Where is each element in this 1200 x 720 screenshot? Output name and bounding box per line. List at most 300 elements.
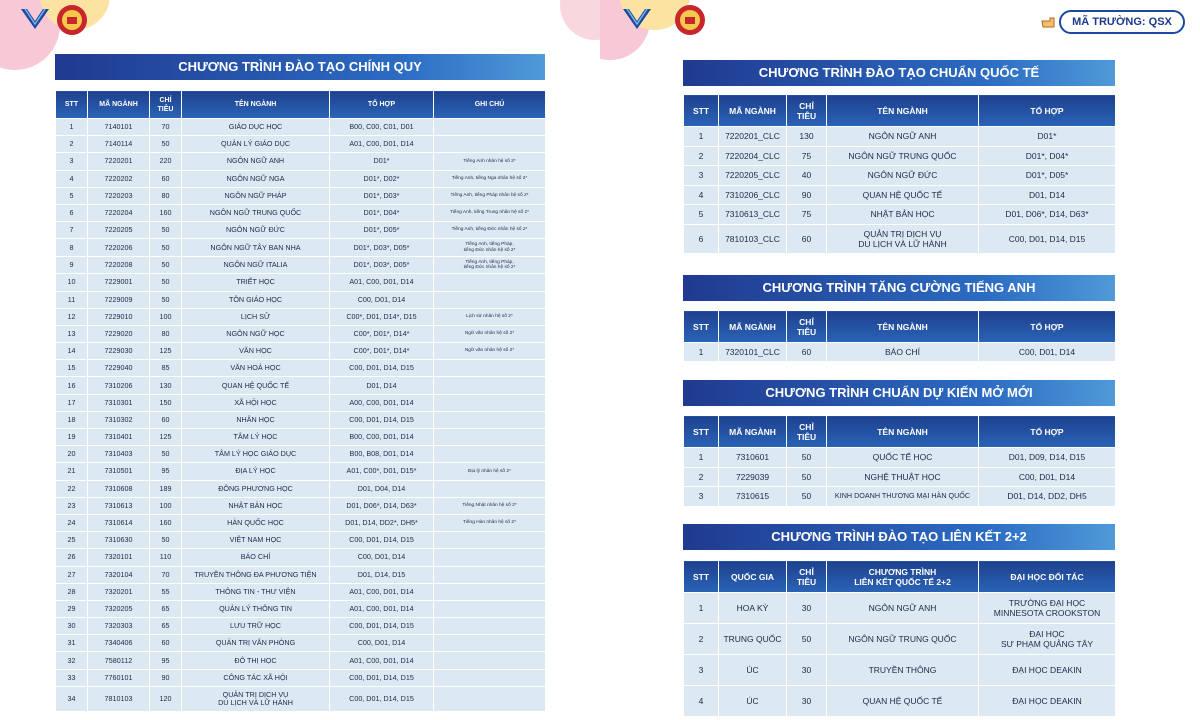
table-row	[56, 360, 546, 377]
table-cell: 18	[56, 411, 88, 428]
table-cell: NGÔN NGỮ ANH	[827, 593, 979, 624]
table-row	[56, 256, 546, 274]
table-cell: ÚC	[719, 655, 787, 686]
column-header: STT	[684, 561, 719, 593]
table-row	[56, 446, 546, 463]
table-row	[56, 532, 546, 549]
table-cell: 30	[56, 618, 88, 635]
table-cell: 7310302	[88, 411, 150, 428]
table-cell: QUỐC TẾ HỌC	[827, 448, 979, 468]
table-cell: 1	[56, 119, 88, 136]
table-cell: 30	[787, 686, 827, 717]
table-cell	[434, 652, 546, 669]
table-cell: C00*, D01*, D14*	[330, 343, 434, 360]
table-cell: 7320101	[88, 549, 150, 566]
table-cell: C00, D01, D14	[330, 291, 434, 308]
table-cell: Tiếng Anh, tiếng Đức nhân hệ số 2*	[434, 222, 546, 239]
table-cell: D01, D14	[330, 377, 434, 394]
table-row	[56, 136, 546, 153]
table-cell: 110	[150, 549, 182, 566]
national-university-seal	[674, 4, 706, 36]
table-cell: NGHỆ THUẬT HỌC	[827, 467, 979, 487]
table-cell: Tiếng Anh, tiếng Pháp, tiếng Đức nhân hệ số 2*	[434, 256, 546, 274]
table-row	[56, 394, 546, 411]
table-row	[56, 463, 546, 480]
table-cell: NGÔN NGỮ ANH	[182, 153, 330, 170]
table-cell: Tiếng Nhật nhân hệ số 2*	[434, 497, 546, 514]
table-cell: LƯU TRỮ HỌC	[182, 618, 330, 635]
table-cell: NGÔN NGỮ TRUNG QUỐC	[827, 146, 979, 166]
table-cell: 60	[787, 224, 827, 253]
table-cell: 50	[787, 448, 827, 468]
table-cell: 50	[787, 467, 827, 487]
table-cell: 11	[56, 291, 88, 308]
table-cell: 60	[150, 170, 182, 187]
table-cell: 40	[787, 166, 827, 186]
table-cell: ĐÔNG PHƯƠNG HỌC	[182, 480, 330, 497]
table-cell: C00, D01, D14, D15	[330, 411, 434, 428]
table-row	[684, 686, 1116, 717]
table-cell: QUẢN LÝ GIÁO DỤC	[182, 136, 330, 153]
table-cell: 7229009	[88, 291, 150, 308]
table-cell: 7229010	[88, 308, 150, 325]
table-cell: 125	[150, 429, 182, 446]
table-row	[684, 487, 1116, 507]
table-cell: D01*, D03*, D05*	[330, 239, 434, 257]
table-cell: 50	[787, 624, 827, 655]
table-cell: C00, D01, D14, D15	[330, 669, 434, 686]
table-cell: 7310615	[719, 487, 787, 507]
table-cell: NGÔN NGỮ ĐỨC	[827, 166, 979, 186]
school-code-badge: MÃ TRƯỜNG: QSX	[1059, 10, 1185, 34]
column-header: MÃ NGÀNH	[88, 91, 150, 119]
table-cell: 7229030	[88, 343, 150, 360]
table-cell: 90	[150, 669, 182, 686]
table-cell: VĂN HOÁ HỌC	[182, 360, 330, 377]
table-cell: BÁO CHÍ	[827, 343, 979, 362]
column-header: STT	[684, 311, 719, 343]
regular-program-table	[55, 90, 546, 712]
international-program-table	[683, 94, 1116, 254]
table-cell: QUẢN TRỊ DỊCH VỤ DU LỊCH VÀ LỮ HÀNH	[827, 224, 979, 253]
table-cell: 3	[684, 166, 719, 186]
table-cell: 120	[150, 686, 182, 711]
column-header: TỔ HỢP	[979, 311, 1116, 343]
table-cell: 50	[150, 532, 182, 549]
table-cell	[434, 136, 546, 153]
table-cell: 7310614	[88, 514, 150, 531]
table-cell: 1	[684, 343, 719, 362]
table-row	[56, 170, 546, 187]
table-cell: 3	[684, 655, 719, 686]
table-cell: 130	[150, 377, 182, 394]
table-cell: C00, D01, D14	[330, 635, 434, 652]
table-cell: C00, D01, D14, D15	[330, 618, 434, 635]
table-cell: NHÂN HỌC	[182, 411, 330, 428]
table-cell: B00, C00, C01, D01	[330, 119, 434, 136]
table-cell: 7220202	[88, 170, 150, 187]
table-row	[56, 549, 546, 566]
table-cell: HÀN QUỐC HỌC	[182, 514, 330, 531]
table-row	[56, 119, 546, 136]
table-cell: D01*, D05*	[979, 166, 1116, 186]
table-cell: 7140114	[88, 136, 150, 153]
table-cell: 4	[684, 185, 719, 205]
table-cell: 50	[150, 136, 182, 153]
table-cell: 30	[787, 593, 827, 624]
table-cell: 31	[56, 635, 88, 652]
column-header: MÃ NGÀNH	[719, 95, 787, 127]
joint-program-table	[683, 560, 1116, 717]
column-header: TỔ HỢP	[979, 95, 1116, 127]
table-cell: 50	[150, 239, 182, 257]
table-cell: 2	[684, 146, 719, 166]
column-header: STT	[56, 91, 88, 119]
table-cell	[434, 394, 546, 411]
table-row	[56, 618, 546, 635]
table-cell: 7760101	[88, 669, 150, 686]
table-cell: 7229040	[88, 360, 150, 377]
table-row	[56, 600, 546, 617]
table-cell: A01, C00, D01, D14	[330, 136, 434, 153]
table-cell: 7220201	[88, 153, 150, 170]
table-cell: 7229001	[88, 274, 150, 291]
table-row	[56, 274, 546, 291]
table-cell: D01*, D04*	[330, 204, 434, 221]
table-cell	[434, 291, 546, 308]
table-cell	[434, 274, 546, 291]
table-cell: 50	[150, 274, 182, 291]
table-cell: 21	[56, 463, 88, 480]
table-cell: NGÔN NGỮ ĐỨC	[182, 222, 330, 239]
column-header: ĐẠI HỌC ĐỐI TÁC	[979, 561, 1116, 593]
table-cell: D01*	[979, 127, 1116, 147]
table-cell: 7310401	[88, 429, 150, 446]
table-cell: C00, D01, D14	[979, 343, 1116, 362]
table-cell	[434, 583, 546, 600]
pointing-hand-icon	[1040, 12, 1056, 30]
table-row	[684, 205, 1116, 225]
table-row	[56, 153, 546, 170]
table-row	[684, 146, 1116, 166]
table-cell: 10	[56, 274, 88, 291]
table-cell: 4	[684, 686, 719, 717]
table-cell: 29	[56, 600, 88, 617]
table-cell: 70	[150, 119, 182, 136]
table-cell: TÂM LÝ HỌC	[182, 429, 330, 446]
table-cell: B00, C00, D01, D14	[330, 429, 434, 446]
table-cell: ĐÔ THỊ HỌC	[182, 652, 330, 669]
table-cell: 7220208	[88, 256, 150, 274]
column-header: TỔ HỢP	[330, 91, 434, 119]
table-cell: NGÔN NGỮ TRUNG QUỐC	[827, 624, 979, 655]
table-row	[684, 624, 1116, 655]
table-cell: D01*, D03*	[330, 187, 434, 204]
table-cell: NGÔN NGỮ HỌC	[182, 325, 330, 342]
table-cell: 7320201	[88, 583, 150, 600]
table-cell: 7310206_CLC	[719, 185, 787, 205]
column-header: TÊN NGÀNH	[827, 311, 979, 343]
table-cell: A01, C00, D01, D14	[330, 274, 434, 291]
table-cell	[434, 480, 546, 497]
table-cell: 7220204	[88, 204, 150, 221]
table-cell: 90	[787, 185, 827, 205]
table-cell: TRƯỜNG ĐẠI HỌC MINNESOTA CROOKSTON	[979, 593, 1116, 624]
table-cell: KINH DOANH THƯƠNG MẠI HÀN QUỐC	[827, 487, 979, 507]
table-cell: A01, C00*, D01, D15*	[330, 463, 434, 480]
english-program-table	[683, 310, 1116, 362]
table-cell: 85	[150, 360, 182, 377]
table-cell: C00, D01, D14, D15	[330, 360, 434, 377]
table-cell: Tiếng Hàn nhân hệ số 2*	[434, 514, 546, 531]
table-cell: BÁO CHÍ	[182, 549, 330, 566]
table-cell: NHẬT BẢN HỌC	[182, 497, 330, 514]
table-cell	[434, 411, 546, 428]
table-cell: 12	[56, 308, 88, 325]
table-cell: 9	[56, 256, 88, 274]
table-cell: ĐẠI HỌC DEAKIN	[979, 655, 1116, 686]
table-row	[56, 377, 546, 394]
table-row	[56, 411, 546, 428]
table-row	[56, 239, 546, 257]
table-cell: 7320104	[88, 566, 150, 583]
table-cell: CÔNG TÁC XÃ HỘI	[182, 669, 330, 686]
table-row	[56, 291, 546, 308]
table-row	[684, 224, 1116, 253]
table-cell: 95	[150, 652, 182, 669]
table-cell: TRUYỀN THÔNG ĐA PHƯƠNG TIỆN	[182, 566, 330, 583]
table-cell: 17	[56, 394, 88, 411]
table-cell: Tiếng Anh, tiếng Pháp nhân hệ số 2*	[434, 187, 546, 204]
table-cell: 100	[150, 497, 182, 514]
table-cell: QUAN HỆ QUỐC TẾ	[827, 185, 979, 205]
table-cell: A01, C00, D01, D14	[330, 600, 434, 617]
column-header: CHỈ TIÊU	[787, 416, 827, 448]
column-header: STT	[684, 95, 719, 127]
table-cell: D01*, D02*	[330, 170, 434, 187]
table-cell: NHẬT BẢN HỌC	[827, 205, 979, 225]
new-program-table	[683, 415, 1116, 507]
table-row	[684, 185, 1116, 205]
table-row	[56, 480, 546, 497]
table-cell: C00, D01, D14	[979, 467, 1116, 487]
table-cell: 65	[150, 618, 182, 635]
table-cell: THÔNG TIN - THƯ VIỆN	[182, 583, 330, 600]
table-cell: Tiếng Anh, tiếng Trung nhân hệ số 2*	[434, 204, 546, 221]
table-cell: D01, D09, D14, D15	[979, 448, 1116, 468]
table-cell: Tiếng Anh, tiếng Pháp, tiếng Đức nhân hệ số 2*	[434, 239, 546, 257]
table-cell: NGÔN NGỮ ITALIA	[182, 256, 330, 274]
table-cell: D01, D06*, D14, D63*	[330, 497, 434, 514]
table-cell	[434, 429, 546, 446]
table-cell: ĐẠI HỌC DEAKIN	[979, 686, 1116, 717]
table-cell: D01*, D04*	[979, 146, 1116, 166]
table-cell: 50	[150, 291, 182, 308]
table-cell: 26	[56, 549, 88, 566]
decor-pink-blob-right	[560, 0, 600, 40]
table-row	[56, 222, 546, 239]
table-cell: 160	[150, 514, 182, 531]
table-cell: 30	[787, 655, 827, 686]
table-cell: TRUNG QUỐC	[719, 624, 787, 655]
table-cell: 7220205_CLC	[719, 166, 787, 186]
table-cell: 4	[56, 170, 88, 187]
table-cell: 7220205	[88, 222, 150, 239]
table-cell: XÃ HỘI HỌC	[182, 394, 330, 411]
table-cell: D01*	[330, 153, 434, 170]
column-header: CHỈ TIÊU	[150, 91, 182, 119]
table-cell	[434, 377, 546, 394]
table-cell: 65	[150, 600, 182, 617]
table-cell: 60	[150, 635, 182, 652]
column-header: CHỈ TIÊU	[787, 311, 827, 343]
table-cell: QUAN HỆ QUỐC TẾ	[827, 686, 979, 717]
table-cell: 23	[56, 497, 88, 514]
table-row	[56, 686, 546, 711]
table-cell: 3	[684, 487, 719, 507]
table-cell: 70	[150, 566, 182, 583]
table-cell: C00, D01, D14	[330, 549, 434, 566]
table-cell: A00, C00, D01, D14	[330, 394, 434, 411]
table-cell: A01, C00, D01, D14	[330, 652, 434, 669]
table-cell: 6	[56, 204, 88, 221]
table-cell: 34	[56, 686, 88, 711]
table-row	[684, 343, 1116, 362]
table-cell	[434, 549, 546, 566]
table-cell: 50	[150, 256, 182, 274]
right-page	[600, 0, 1200, 720]
new-program-title: CHƯƠNG TRÌNH CHUẨN DỰ KIẾN MỞ MỚI	[683, 380, 1115, 406]
column-header: QUỐC GIA	[719, 561, 787, 593]
table-cell: 7340406	[88, 635, 150, 652]
table-cell: D01*, D05*	[330, 222, 434, 239]
table-cell: 60	[787, 343, 827, 362]
table-row	[56, 429, 546, 446]
table-cell: 25	[56, 532, 88, 549]
table-cell: NGÔN NGỮ TRUNG QUỐC	[182, 204, 330, 221]
table-cell: 150	[150, 394, 182, 411]
table-cell: A01, C00, D01, D14	[330, 583, 434, 600]
column-header: CHỈ TIÊU	[787, 95, 827, 127]
table-cell: 19	[56, 429, 88, 446]
table-row	[684, 127, 1116, 147]
table-cell: D01, D14, DD2*, DH5*	[330, 514, 434, 531]
table-cell: 50	[150, 222, 182, 239]
table-cell	[434, 119, 546, 136]
table-cell: QUẢN LÝ THÔNG TIN	[182, 600, 330, 617]
international-program-title: CHƯƠNG TRÌNH ĐÀO TẠO CHUẨN QUỐC TẾ	[683, 60, 1115, 86]
table-cell	[434, 669, 546, 686]
table-cell: 50	[150, 446, 182, 463]
column-header: TỔ HỢP	[979, 416, 1116, 448]
table-cell: 189	[150, 480, 182, 497]
table-cell: Tiếng Anh nhân hệ số 2*	[434, 153, 546, 170]
table-row	[56, 635, 546, 652]
table-cell: 7810103	[88, 686, 150, 711]
joint-program-title: CHƯƠNG TRÌNH ĐÀO TẠO LIÊN KẾT 2+2	[683, 524, 1115, 550]
table-cell: 5	[684, 205, 719, 225]
table-cell: 20	[56, 446, 88, 463]
table-cell: C00*, D01, D14*, D15	[330, 308, 434, 325]
table-cell: 16	[56, 377, 88, 394]
table-row	[56, 669, 546, 686]
table-cell: 7310613_CLC	[719, 205, 787, 225]
table-cell: TÂM LÝ HỌC GIÁO DỤC	[182, 446, 330, 463]
table-cell: D01, D14, DD2, DH5	[979, 487, 1116, 507]
table-cell: 2	[684, 624, 719, 655]
table-cell: TÔN GIÁO HỌC	[182, 291, 330, 308]
table-row	[684, 467, 1116, 487]
column-header: TÊN NGÀNH	[827, 95, 979, 127]
table-cell: 7220203	[88, 187, 150, 204]
table-cell: 100	[150, 308, 182, 325]
table-cell: HOA KỲ	[719, 593, 787, 624]
table-row	[56, 583, 546, 600]
table-cell: 6	[684, 224, 719, 253]
table-row	[56, 308, 546, 325]
table-cell: 28	[56, 583, 88, 600]
table-cell: ĐỊA LÝ HỌC	[182, 463, 330, 480]
table-cell: 7220204_CLC	[719, 146, 787, 166]
table-cell: Tiếng Anh, tiếng Nga nhân hệ số 2*	[434, 170, 546, 187]
table-cell: D01, D06*, D14, D63*	[979, 205, 1116, 225]
column-header: MÃ NGÀNH	[719, 416, 787, 448]
table-cell: 7810103_CLC	[719, 224, 787, 253]
table-cell: 2	[56, 136, 88, 153]
table-cell: QUAN HỆ QUỐC TẾ	[182, 377, 330, 394]
table-row	[56, 325, 546, 342]
table-cell: 14	[56, 343, 88, 360]
table-cell: 15	[56, 360, 88, 377]
table-cell	[434, 618, 546, 635]
table-row	[684, 448, 1116, 468]
table-cell: 7220201_CLC	[719, 127, 787, 147]
table-cell: Ngữ văn nhân hệ số 2*	[434, 343, 546, 360]
table-cell: D01, D04, D14	[330, 480, 434, 497]
table-cell: 7310601	[719, 448, 787, 468]
column-header: CHƯƠNG TRÌNH LIÊN KẾT QUỐC TẾ 2+2	[827, 561, 979, 593]
table-cell: Ngữ văn nhân hệ số 2*	[434, 325, 546, 342]
table-cell: 7310613	[88, 497, 150, 514]
table-cell: D01, D14, D15	[330, 566, 434, 583]
table-row	[56, 652, 546, 669]
table-row	[56, 514, 546, 531]
column-header: STT	[684, 416, 719, 448]
table-cell: Địa lý nhân hệ số 2*	[434, 463, 546, 480]
table-cell: 80	[150, 325, 182, 342]
table-row	[56, 204, 546, 221]
table-cell: 7310206	[88, 377, 150, 394]
table-cell: VĂN HỌC	[182, 343, 330, 360]
table-row	[684, 593, 1116, 624]
table-cell: 7140101	[88, 119, 150, 136]
column-header: TÊN NGÀNH	[827, 416, 979, 448]
table-cell: VIỆT NAM HỌC	[182, 532, 330, 549]
table-cell: D01, D14	[979, 185, 1116, 205]
table-cell: 2	[684, 467, 719, 487]
table-cell: 1	[684, 127, 719, 147]
table-cell: 60	[150, 411, 182, 428]
table-cell: 7310630	[88, 532, 150, 549]
table-cell: 55	[150, 583, 182, 600]
table-row	[56, 343, 546, 360]
table-cell: 125	[150, 343, 182, 360]
table-cell: 7320303	[88, 618, 150, 635]
table-cell: 75	[787, 146, 827, 166]
table-cell: 7310608	[88, 480, 150, 497]
table-cell: NGÔN NGỮ PHÁP	[182, 187, 330, 204]
table-cell: Lịch sử nhân hệ số 2*	[434, 308, 546, 325]
